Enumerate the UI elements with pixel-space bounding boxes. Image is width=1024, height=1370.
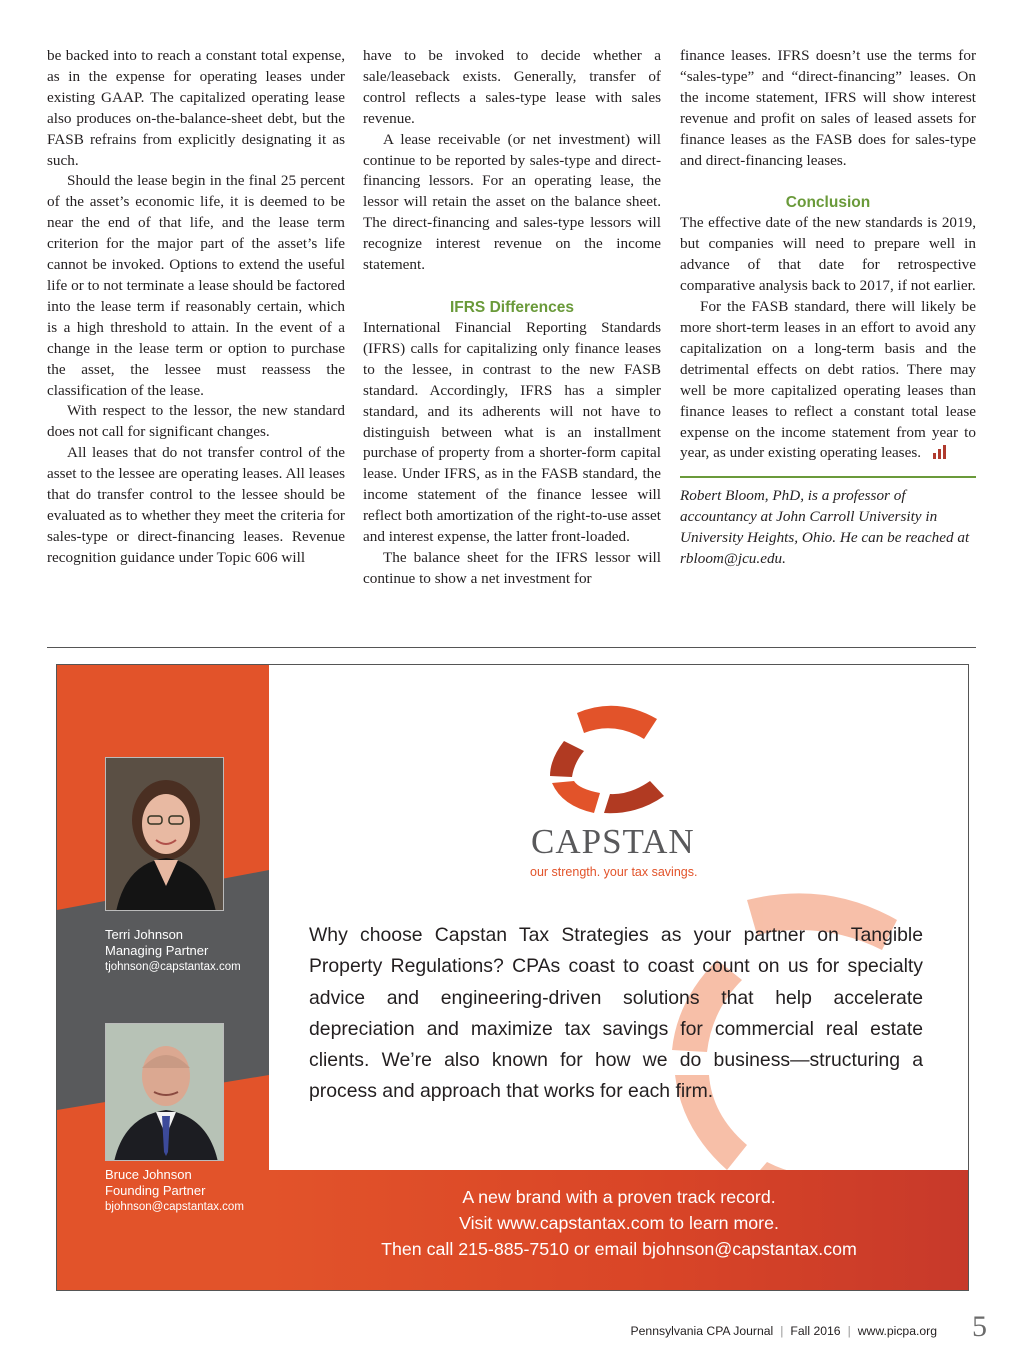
person-title: Founding Partner (105, 1183, 206, 1198)
section-heading-ifrs: IFRS Differences (449, 298, 575, 316)
brand-tagline: our strength. your tax savings. (530, 865, 698, 879)
paragraph: International Financial Reporting Standards (IFRS) calls for capitalizing only finance leases to the lessee, in contrast to the new FASB standard. Accordingly, IFRS has a simpler standard, and its adherents will not have to distinguish between what is an installment purchase of property from a shorter-form capital lease. Under IFRS, as in the FASB standard, the income statement of the finance lessee will reflect both amortization of the right-to-use asset and interest expense, the latter front-loaded. (363, 318, 661, 546)
terri-johnson-label (105, 927, 241, 975)
paragraph: be backed into to reach a constant total expense, as in the expense for operating leases under existing GAAP. The capitalized operating lease also produces on-the-balance-sheet debt, but the FASB refrains from explicitly designating it as such. (47, 47, 345, 169)
paragraph: A lease receivable (or net investment) will continue to be reported by sales-type and direct-financing lessors. For an operating lease, the lessor will retain the asset on the balance sheet. The direct-financing and sales-type lessors will recognize interest revenue on the income statement. (363, 130, 661, 274)
person-title: Managing Partner (105, 943, 209, 958)
section-divider (47, 647, 976, 648)
cta-line: A new brand with a proven track record. (462, 1187, 776, 1207)
ad-sidebar (57, 665, 269, 1290)
paragraph: With respect to the lessor, the new standard does not call for significant changes. (47, 402, 345, 441)
paragraph: All leases that do not transfer control of the asset to the lessee are operating leases. All leases that do transfer control to the lessee should be evaluated as to whether they meet the criteria for sales-type or direct-financing leases. Revenue recognition guidance under Topic 606 will (47, 444, 345, 566)
ad-call-to-action (269, 1170, 969, 1290)
paragraph: The balance sheet for the IFRS lessor will continue to show a net investment for (363, 548, 661, 587)
journal-name: Pennsylvania CPA Journal (630, 1324, 774, 1338)
paragraph: The effective date of the new standards is 2019, but companies will need to prepare well in advance of that date for retrospective comparative analysis back to 2017, if not earlier. (680, 214, 976, 295)
section-heading-conclusion: Conclusion (785, 194, 871, 212)
bruce-johnson-photo (105, 1023, 224, 1161)
author-bio: Robert Bloom, PhD, is a professor of accountancy at John Carroll University in University Heights, Ohio. He can be reached at rbloom@jcu.edu. (680, 487, 970, 568)
article-column-3 (680, 46, 976, 570)
paragraph: finance leases. IFRS doesn’t use the terms for “sales-type” and “direct-financing” leases. On the income statement, IFRS will show interest revenue and profit on sales of leased assets for finance leases as the FASB does for sales-type and direct-financing leases. (680, 47, 976, 169)
brand-name: CAPSTAN (531, 822, 695, 861)
page-footer: Pennsylvania CPA Journal | Fall 2016 | www.picpa.org (630, 1324, 937, 1338)
person-email: bjohnson@capstantax.com (105, 1201, 244, 1213)
article-column-1 (47, 46, 345, 569)
article-column-2 (363, 46, 661, 590)
bruce-johnson-label (105, 1167, 244, 1215)
cta-line: Then call 215-885-7510 or email bjohnson@capstantax.com (381, 1239, 857, 1259)
paragraph (680, 297, 976, 464)
page-number: 5 (972, 1310, 987, 1343)
person-name: Bruce Johnson (105, 1167, 192, 1182)
terri-johnson-photo (105, 757, 224, 911)
paragraph-text: For the FASB standard, there will likely be more short-term leases in an effort to avoid any capitalization on a long-term basis and the detrimental effects on debt ratios. There may well be more capitalized operating leases than finance leases to reflect a constant total lease expense on the income statement from year to year, as under existing operating leases. (680, 298, 976, 462)
person-email: tjohnson@capstantax.com (105, 961, 241, 973)
capstan-logo-icon (532, 701, 667, 816)
capstan-advertisement (56, 664, 969, 1291)
ad-body-text: Why choose Capstan Tax Strategies as your partner on Tangible Property Regulations? CPAs coast to coast count on us for specialty advice and engineering-driven solutions that help accelerate depreciation and maximize tax savings for commercial real estate clients. We’re also known for how we do business—structuring a process and approach that works for each firm. (309, 924, 923, 1103)
issue-date: Fall 2016 (790, 1324, 841, 1338)
end-of-article-icon (931, 445, 951, 459)
website-link[interactable]: www.picpa.org (857, 1324, 937, 1338)
paragraph: have to be invoked to decide whether a sale/leaseback exists. Generally, transfer of control reflects a sales-type lease with sales revenue. (363, 47, 661, 127)
person-name: Terri Johnson (105, 927, 184, 942)
paragraph: Should the lease begin in the final 25 percent of the asset’s economic life, it is deemed to be near the end of that life, and the lease term criterion for the major part of the asset’s life cannot be invoked. Options to extend the useful life or to not terminate a lease should be factored into the lease term if reasonably certain, which is a high threshold to attain. In the event of a change in the lease term or option to purchase the asset, the lessee must reassess the classification of the lease. (47, 172, 345, 399)
bio-divider (680, 476, 976, 478)
cta-line: Visit www.capstantax.com to learn more. (459, 1213, 779, 1233)
